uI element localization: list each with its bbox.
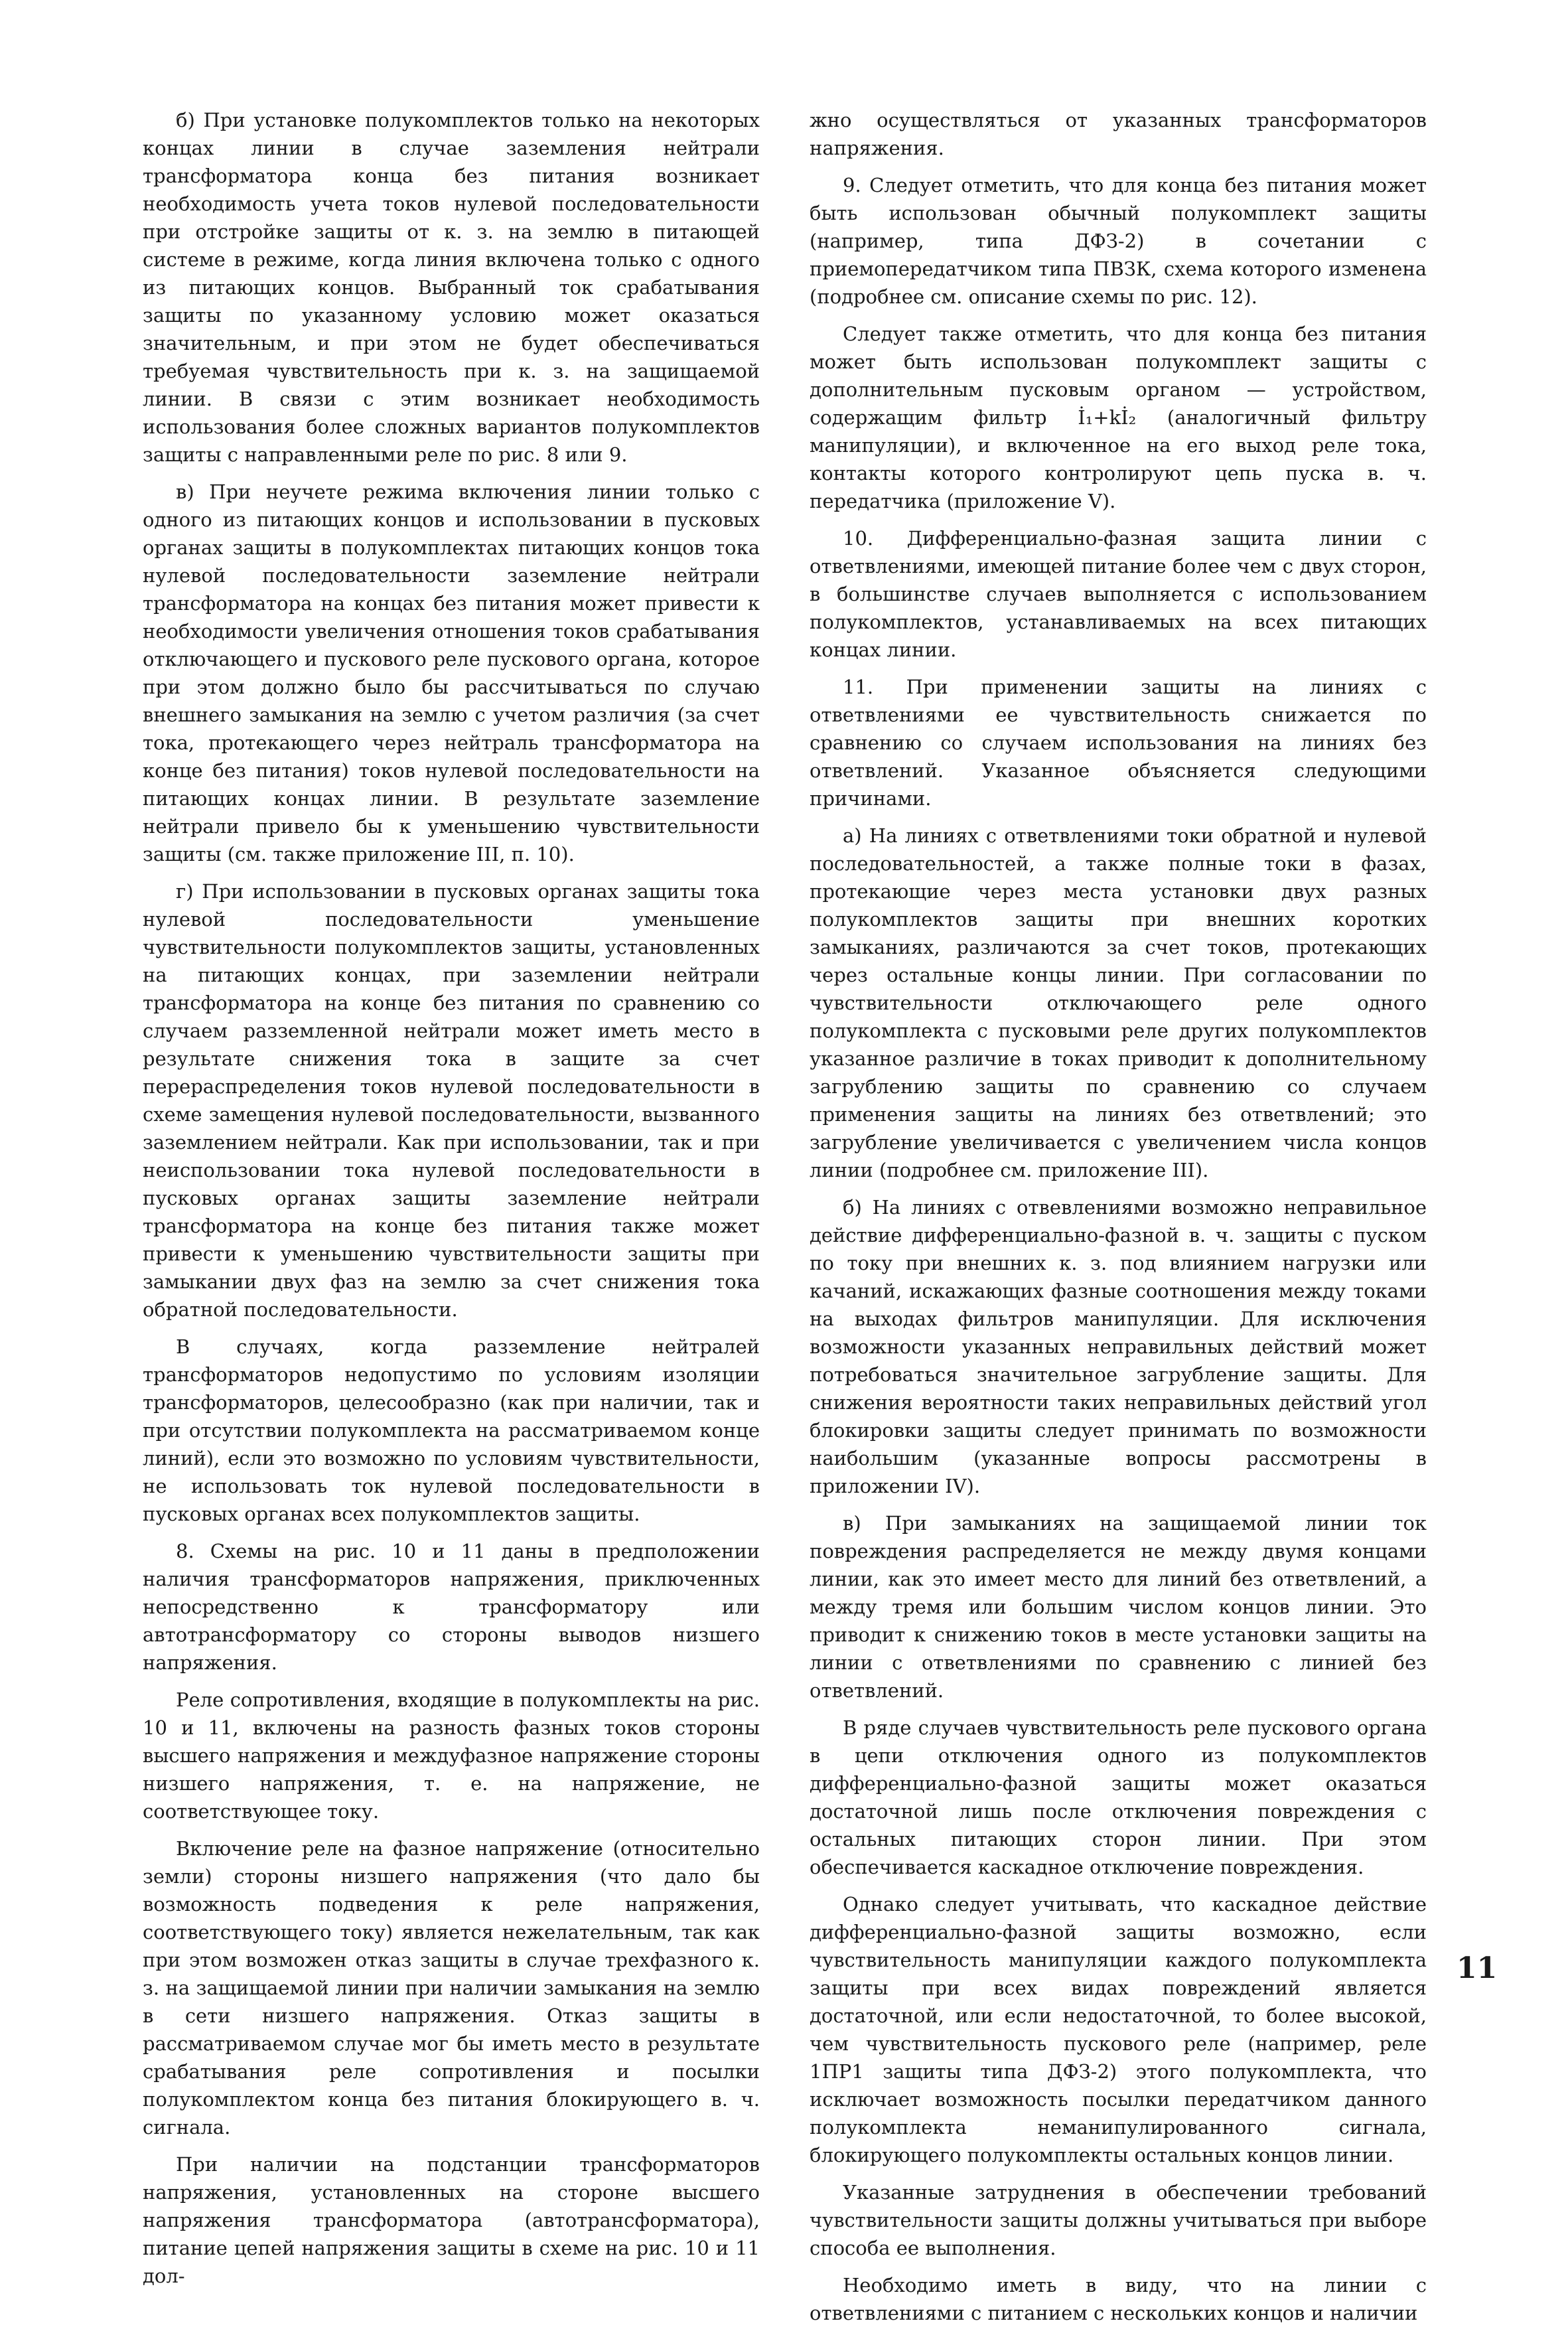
paragraph: б) При установке полукомплектов только на некоторых концах линии в случае заземления нейтрали трансформатора конца без питания возникает необходимость учета токов нулевой последовательности при отстройке защиты от к. з. на землю в питающей системе в режиме, когда линия включена только с одного из питающих концов. Выбранный ток срабатывания защиты по указанному условию может оказаться значительным, и при этом не будет обеспечиваться требуемая чувствительность при к. з. на защищаемой линии. В связи с этим возникает необходимость использования более сложных вариантов полукомплектов защиты с направленными реле по рис. 8 или 9. — [143, 109, 760, 466]
paragraph: Указанные затруднения в обеспечении требований чувствительности защиты должны учитываться при выборе способа ее выполнения. — [810, 2181, 1427, 2259]
paragraph: в) При неучете режима включения линии только с одного из питающих концов и использовании в пусковых органах защиты в полукомплектах питающих концов тока нулевой последовательности заземление нейтрали трансформатора на концах без питания может привести к необходимости увеличения отношения токов срабатывания отключающего и пускового реле пускового органа, которое при этом должно было бы рассчитываться по случаю внешнего замыкания на землю с учетом различия (за счет тока, протекающего через нейтраль трансформатора на конце без питания) токов нулевой последовательности на питающих концах линии. В результате заземление нейтрали привело бы к уменьшению чувствительности защиты (см. также приложение III, п. 10). — [143, 481, 760, 865]
paragraph: В случаях, когда разземление нейтралей трансформаторов недопустимо по условиям изоляции трансформаторов, целесообразно (как при наличии, так и при отсутствии полукомплекта на рассматриваемом конце линий), если это возможно по условиям чувствительности, не использовать ток нулевой последовательности в пусковых органах всех полукомплектов защиты. — [143, 1335, 760, 1525]
page-number: 11 — [1457, 1951, 1498, 1985]
paragraph-continuation: жно осуществляться от указанных трансформаторов напряжения. — [810, 109, 1427, 159]
paragraph: Однако следует учитывать, что каскадное действие дифференциально-фазной защиты возможно, если чувствительность манипуляции каждого полукомплекта защиты при всех видах повреждений является достаточной, или если недостаточной, то более высокой, чем чувствительность пускового реле (например, реле 1ПР1 защиты типа ДФЗ-2) этого полукомплекта, что исключает возможность посылки передатчиком данного полукомплекта неманипулированного сигнала, блокирующего полукомплекты остальных концов линии. — [810, 1893, 1427, 2166]
paragraph: 11. При применении защиты на линиях с ответвлениями ее чувствительность снижается по сравнению со случаем использования на линиях без ответвлений. Указанное объясняется следующими причинами. — [810, 676, 1427, 810]
left-column — [143, 106, 760, 2287]
paragraph: б) На линиях с отвевлениями возможно неправильное действие дифференциально-фазной в. ч. защиты с пуском по току при внешних к. з. под влиянием нагрузки или качаний, искажающих фазные соотношения между токами на выходах фильтров манипуляции. Для исключения возможности указанных неправильных действий может потребоваться значительное загрубление защиты. Для снижения вероятности таких неправильных действий угол блокировки защиты следует принимать по возможности наибольшим (указанные вопросы рассмотрены в приложении IV). — [810, 1196, 1427, 1497]
paragraph: 8. Схемы на рис. 10 и 11 даны в предположении наличия трансформаторов напряжения, приключенных непосредственно к трансформатору или автотрансформатору со стороны выводов низшего напряжения. — [143, 1540, 760, 1674]
paragraph: Реле сопротивления, входящие в полукомплекты на рис. 10 и 11, включены на разность фазных токов стороны высшего напряжения и междуфазное напряжение стороны низшего напряжения, т. е. на напряжение, не соответствующее току. — [143, 1689, 760, 1823]
right-column — [810, 106, 1427, 2324]
paragraph: Включение реле на фазное напряжение (относительно земли) стороны низшего напряжения (что дало бы возможность подведения к реле напряжения, соответствующего току) является нежелательным, так как при этом возможен отказ защиты в случае трехфазного к. з. на защищаемой линии при наличии замыкания на землю в сети низшего напряжения. Отказ защиты в рассматриваемом случае мог бы иметь место в результате срабатывания реле сопротивления и посылки полукомплектом конца без питания блокирующего в. ч. сигнала. — [143, 1837, 760, 2139]
paragraph: а) На линиях с ответвлениями токи обратной и нулевой последовательностей, а также полные токи в фазах, протекающие через места установки двух разных полукомплектов защиты при внешних коротких замыканиях, различаются за счет токов, протекающих через остальные концы линии. При согласовании по чувствительности отключающего реле одного полукомплекта с пусковыми реле других полукомплектов указанное различие в токах приводит к дополнительному загрублению защиты по сравнению со случаем применения защиты на линиях без ответвлений; это загрубление увеличивается с увеличением числа концов линии (подробнее см. приложение III). — [810, 824, 1427, 1181]
paragraph: Необходимо иметь в виду, что на линии с ответвлениями с питанием с нескольких концов и наличии — [810, 2274, 1427, 2324]
paragraph: 9. Следует отметить, что для конца без питания может быть использован обычный полукомплект защиты (например, типа ДФЗ-2) в сочетании с приемопередатчиком типа ПВЗК, схема которого изменена (подробнее см. описание схемы по рис. 12). — [810, 174, 1427, 308]
paragraph: Следует также отметить, что для конца без питания может быть использован полукомплект защиты с дополнительным пусковым органом — устройством, содержащим фильтр İ₁+kİ₂ (аналогичный фильтру манипуляции), и включенное на его выход реле тока, контакты которого контролируют цепь пуска в. ч. передатчика (приложение V). — [810, 323, 1427, 512]
paragraph: в) При замыканиях на защищаемой линии ток повреждения распределяется не между двумя концами линии, как это имеет место для линий без ответвлений, а между тремя или большим числом концов линии. Это приводит к снижению токов в месте установки защиты на линии с ответвлениями по сравнению с линией без ответвлений. — [810, 1512, 1427, 1702]
paragraph: В ряде случаев чувствительность реле пускового органа в цепи отключения одного из полукомплектов дифференциально-фазной защиты может оказаться достаточной лишь после отключения повреждения с остальных питающих сторон линии. При этом обеспечивается каскадное отключение повреждения. — [810, 1716, 1427, 1878]
paragraph: При наличии на подстанции трансформаторов напряжения, установленных на стороне высшего напряжения трансформатора (автотрансформатора), питание цепей напряжения защиты в схеме на рис. 10 и 11 дол- — [143, 2153, 760, 2287]
paragraph: 10. Дифференциально-фазная защита линии с ответвлениями, имеющей питание более чем с двух сторон, в большинстве случаев выполняется с использованием полукомплектов, устанавливаемых на всех питающих концах линии. — [810, 527, 1427, 661]
paragraph: г) При использовании в пусковых органах защиты тока нулевой последовательности уменьшение чувствительности полукомплектов защиты, установленных на питающих концах, при заземлении нейтрали трансформатора на конце без питания по сравнению со случаем разземленной нейтрали может иметь место в результате снижения тока в защите за счет перераспределения токов нулевой последовательности в схеме замещения нулевой последовательности, вызванного заземлением нейтрали. Как при использовании, так и при неиспользовании тока нулевой последовательности в пусковых органах защиты заземление нейтрали трансформатора на конце без питания также может привести к уменьшению чувствительности защиты при замыкании двух фаз на землю за счет снижения тока обратной последовательности. — [143, 880, 760, 1321]
